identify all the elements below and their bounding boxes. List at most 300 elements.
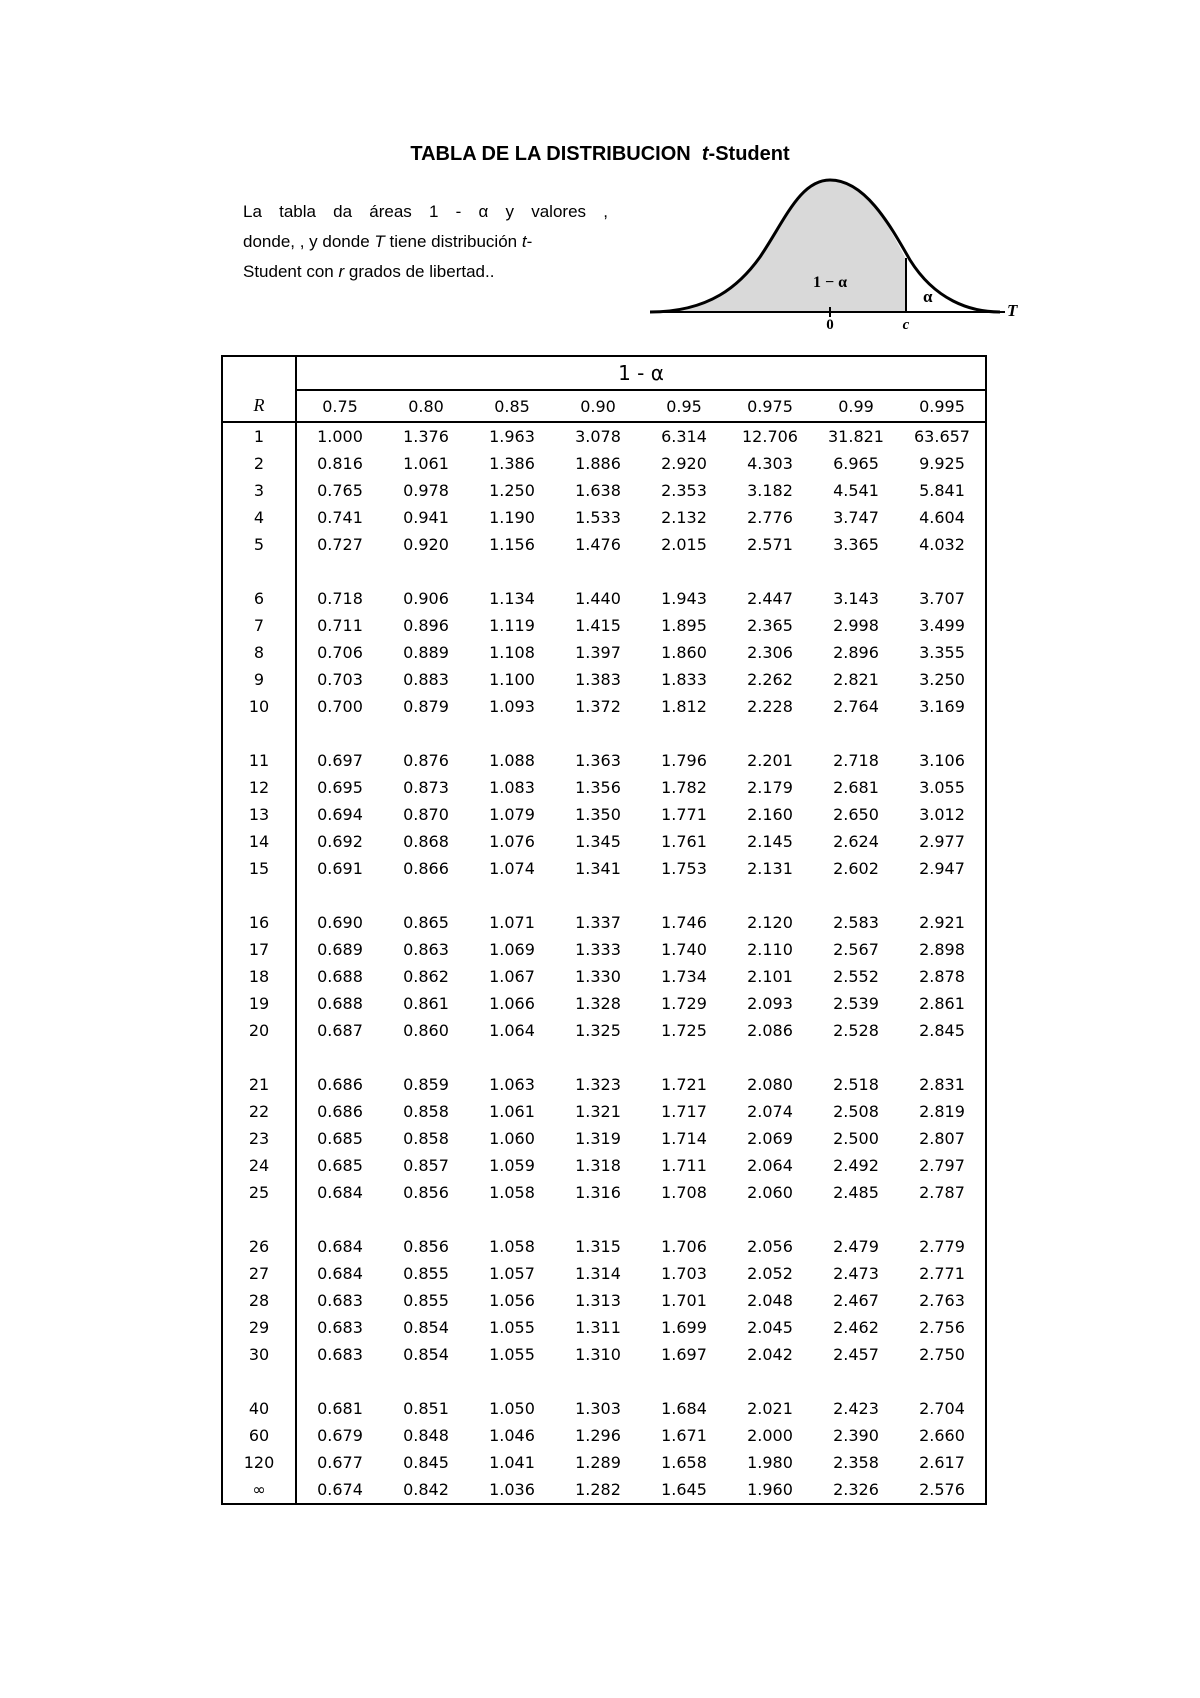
value-cell: 1.734 (661, 967, 707, 986)
table-row (222, 801, 986, 828)
value-cell: 2.492 (833, 1156, 879, 1175)
value-cell: 1.000 (317, 427, 363, 446)
value-cell: 1.071 (489, 913, 535, 932)
value-cell: 0.906 (403, 589, 449, 608)
value-cell: 2.518 (833, 1075, 879, 1094)
value-cell: 1.337 (575, 913, 621, 932)
value-cell: 0.684 (317, 1237, 363, 1256)
value-cell: 1.833 (661, 670, 707, 689)
value-cell: 2.201 (747, 751, 793, 770)
column-header: 0.85 (469, 390, 555, 422)
column-header: 0.99 (813, 390, 899, 422)
value-cell: 1.056 (489, 1291, 535, 1310)
value-cell: 1.717 (661, 1102, 707, 1121)
value-cell: 1.296 (575, 1426, 621, 1445)
table-row (222, 1125, 986, 1152)
table-row (222, 855, 986, 882)
value-cell: 1.066 (489, 994, 535, 1013)
t-student-table (221, 355, 987, 1505)
value-cell: 1.108 (489, 643, 535, 662)
value-cell: 1.315 (575, 1237, 621, 1256)
value-cell: 0.686 (317, 1075, 363, 1094)
value-cell: 1.323 (575, 1075, 621, 1094)
value-cell: 1.721 (661, 1075, 707, 1094)
value-cell: 2.110 (747, 940, 793, 959)
value-cell: 0.688 (317, 967, 363, 986)
value-cell: 0.854 (403, 1345, 449, 1364)
value-cell: 0.765 (317, 481, 363, 500)
value-cell: 1.671 (661, 1426, 707, 1445)
value-cell: 2.681 (833, 778, 879, 797)
intro-word: áreas (369, 202, 412, 221)
value-cell: 2.145 (747, 832, 793, 851)
intro-word: α (478, 202, 489, 221)
value-cell: 2.977 (899, 828, 986, 855)
degrees-of-freedom-cell: 8 (222, 639, 296, 666)
value-cell: 1.119 (489, 616, 535, 635)
value-cell: 0.858 (403, 1129, 449, 1148)
value-cell: 2.447 (747, 589, 793, 608)
degrees-of-freedom-cell: 21 (222, 1044, 296, 1098)
degrees-of-freedom-cell: 12 (222, 774, 296, 801)
corner-cell (222, 356, 296, 390)
value-cell: 3.055 (899, 774, 986, 801)
value-cell: 0.856 (403, 1237, 449, 1256)
value-cell: 0.873 (403, 778, 449, 797)
value-cell: 2.750 (899, 1341, 986, 1368)
value-cell: 1.314 (575, 1264, 621, 1283)
value-cell: 2.508 (833, 1102, 879, 1121)
intro-line-3: Student con r grados de libertad.. (243, 262, 495, 281)
value-cell: 1.330 (575, 967, 621, 986)
intro-word: , (603, 202, 608, 221)
value-cell: 3.250 (899, 666, 986, 693)
value-cell: 31.821 (828, 427, 884, 446)
value-cell: 2.353 (661, 481, 707, 500)
table-row (222, 963, 986, 990)
table-row (222, 936, 986, 963)
value-cell: 1.699 (661, 1318, 707, 1337)
value-cell: 0.896 (403, 616, 449, 635)
value-cell: 0.863 (403, 940, 449, 959)
value-cell: 1.328 (575, 994, 621, 1013)
value-cell: 1.250 (489, 481, 535, 500)
value-cell: 1.753 (661, 859, 707, 878)
value-cell: 0.688 (317, 994, 363, 1013)
value-cell: 2.718 (833, 751, 879, 770)
table-row (222, 1017, 986, 1044)
intro-word: tabla (279, 202, 316, 221)
value-cell: 0.741 (317, 508, 363, 527)
value-cell: 0.711 (317, 616, 363, 635)
value-cell: 1.061 (403, 454, 449, 473)
table-row (222, 1287, 986, 1314)
table-row (222, 1341, 986, 1368)
value-cell: 2.074 (747, 1102, 793, 1121)
table-row (222, 1422, 986, 1449)
value-cell: 2.015 (661, 535, 707, 554)
value-cell: 2.921 (899, 882, 986, 936)
value-cell: 0.865 (403, 913, 449, 932)
value-cell: 0.677 (317, 1453, 363, 1472)
degrees-of-freedom-cell: 28 (222, 1287, 296, 1314)
degrees-of-freedom-cell: 4 (222, 504, 296, 531)
value-cell: 1.055 (489, 1318, 535, 1337)
value-cell: 1.345 (575, 832, 621, 851)
table-row (222, 639, 986, 666)
degrees-of-freedom-cell: 23 (222, 1125, 296, 1152)
value-cell: 1.313 (575, 1291, 621, 1310)
value-cell: 1.895 (661, 616, 707, 635)
value-cell: 6.314 (661, 427, 707, 446)
value-cell: 2.998 (833, 616, 879, 635)
value-cell: 1.076 (489, 832, 535, 851)
value-cell: 2.878 (899, 963, 986, 990)
table-row (222, 1098, 986, 1125)
value-cell: 1.684 (661, 1399, 707, 1418)
value-cell: 1.083 (489, 778, 535, 797)
table-row (222, 477, 986, 504)
value-cell: 1.079 (489, 805, 535, 824)
value-cell: 0.854 (403, 1318, 449, 1337)
value-cell: 2.583 (833, 913, 879, 932)
value-cell: 1.701 (661, 1291, 707, 1310)
value-cell: 0.876 (403, 751, 449, 770)
value-cell: 1.886 (575, 454, 621, 473)
degrees-of-freedom-cell: 15 (222, 855, 296, 882)
value-cell: 1.711 (661, 1156, 707, 1175)
degrees-of-freedom-cell: 19 (222, 990, 296, 1017)
value-cell: 2.042 (747, 1345, 793, 1364)
value-cell: 2.896 (833, 643, 879, 662)
value-cell: 1.046 (489, 1426, 535, 1445)
value-cell: 1.782 (661, 778, 707, 797)
value-cell: 0.683 (317, 1318, 363, 1337)
value-cell: 0.687 (317, 1021, 363, 1040)
value-cell: 2.756 (899, 1314, 986, 1341)
degrees-of-freedom-cell: 1 (222, 422, 296, 450)
value-cell: 2.120 (747, 913, 793, 932)
value-cell: 9.925 (899, 450, 986, 477)
value-cell: 2.776 (747, 508, 793, 527)
value-cell: 1.356 (575, 778, 621, 797)
value-cell: 3.499 (899, 612, 986, 639)
table-row (222, 1368, 986, 1422)
value-cell: 1.708 (661, 1183, 707, 1202)
value-cell: 1.318 (575, 1156, 621, 1175)
degrees-of-freedom-cell: 26 (222, 1206, 296, 1260)
value-cell: 1.041 (489, 1453, 535, 1472)
value-cell: 2.845 (899, 1017, 986, 1044)
value-cell: 1.325 (575, 1021, 621, 1040)
value-cell: 2.080 (747, 1075, 793, 1094)
degrees-of-freedom-cell: 3 (222, 477, 296, 504)
table-row (222, 1044, 986, 1098)
value-cell: 0.697 (317, 751, 363, 770)
value-cell: 3.707 (899, 558, 986, 612)
value-cell: 0.690 (317, 913, 363, 932)
value-cell: 2.045 (747, 1318, 793, 1337)
value-cell: 1.645 (641, 1476, 727, 1504)
value-cell: 2.819 (899, 1098, 986, 1125)
value-cell: 1.064 (489, 1021, 535, 1040)
value-cell: 1.376 (403, 427, 449, 446)
value-cell: 2.064 (747, 1156, 793, 1175)
value-cell: 1.311 (575, 1318, 621, 1337)
value-cell: 2.831 (899, 1044, 986, 1098)
value-cell: 1.372 (575, 697, 621, 716)
table-row (222, 612, 986, 639)
value-cell: 1.980 (747, 1453, 793, 1472)
degrees-of-freedom-cell: 16 (222, 882, 296, 936)
value-cell: 2.467 (833, 1291, 879, 1310)
value-cell: 2.358 (833, 1453, 879, 1472)
value-cell: 0.879 (403, 697, 449, 716)
table-row (222, 558, 986, 612)
table-row (222, 990, 986, 1017)
intro-paragraph (243, 197, 608, 287)
value-cell: 2.763 (899, 1287, 986, 1314)
value-cell: 1.960 (727, 1476, 813, 1504)
value-cell: 2.306 (747, 643, 793, 662)
value-cell: 0.868 (403, 832, 449, 851)
value-cell: 3.365 (833, 535, 879, 554)
table-row (222, 774, 986, 801)
value-cell: 0.683 (317, 1345, 363, 1364)
degrees-of-freedom-cell: 2 (222, 450, 296, 477)
value-cell: 0.679 (317, 1426, 363, 1445)
value-cell: 2.920 (661, 454, 707, 473)
value-cell: 1.796 (661, 751, 707, 770)
value-cell: 1.190 (489, 508, 535, 527)
table-row (222, 828, 986, 855)
value-cell: 1.333 (575, 940, 621, 959)
value-cell: 2.821 (833, 670, 879, 689)
degrees-of-freedom-cell: 30 (222, 1341, 296, 1368)
value-cell: 1.638 (575, 481, 621, 500)
intro-line-2: donde, , y donde T tiene distribución t- (243, 232, 533, 251)
value-cell: 1.771 (661, 805, 707, 824)
t-axis-label: T (1007, 301, 1018, 320)
value-cell: 2.390 (833, 1426, 879, 1445)
value-cell: 1.093 (489, 697, 535, 716)
value-cell: 0.685 (317, 1156, 363, 1175)
value-cell: 1.943 (661, 589, 707, 608)
value-cell: 4.541 (833, 481, 879, 500)
value-cell: 2.473 (833, 1264, 879, 1283)
table-row (222, 1206, 986, 1260)
value-cell: 2.650 (833, 805, 879, 824)
table-row (222, 693, 986, 720)
value-cell: 2.552 (833, 967, 879, 986)
value-cell: 2.787 (899, 1179, 986, 1206)
value-cell: 2.365 (747, 616, 793, 635)
intro-word: valores (531, 202, 587, 221)
value-cell: 2.021 (747, 1399, 793, 1418)
value-cell: 0.857 (403, 1156, 449, 1175)
value-cell: 1.100 (489, 670, 535, 689)
value-cell: 0.848 (403, 1426, 449, 1445)
group-header: 1 - α (296, 356, 986, 390)
column-header: 0.80 (383, 390, 469, 422)
value-cell: 2.576 (899, 1476, 986, 1504)
value-cell: 2.797 (899, 1152, 986, 1179)
value-cell: 1.363 (575, 751, 621, 770)
area-label: 1 − α (812, 274, 848, 291)
degrees-of-freedom-cell: 11 (222, 720, 296, 774)
column-header: 0.95 (641, 390, 727, 422)
value-cell: 2.457 (833, 1345, 879, 1364)
value-cell: 2.069 (747, 1129, 793, 1148)
title-italic-t: t (701, 143, 709, 165)
value-cell: 1.963 (489, 427, 535, 446)
value-cell: 1.319 (575, 1129, 621, 1148)
degrees-of-freedom-cell: ∞ (222, 1476, 296, 1504)
value-cell: 2.228 (747, 697, 793, 716)
value-cell: 2.485 (833, 1183, 879, 1202)
column-header: 0.75 (296, 390, 383, 422)
value-cell: 3.169 (899, 693, 986, 720)
value-cell: 0.718 (317, 589, 363, 608)
value-cell: 3.143 (833, 589, 879, 608)
value-cell: 0.860 (403, 1021, 449, 1040)
table-row (222, 1152, 986, 1179)
degrees-of-freedom-cell: 13 (222, 801, 296, 828)
value-cell: 2.602 (833, 859, 879, 878)
value-cell: 1.812 (661, 697, 707, 716)
value-cell: 4.604 (899, 504, 986, 531)
value-cell: 1.415 (575, 616, 621, 635)
degrees-of-freedom-cell: 29 (222, 1314, 296, 1341)
value-cell: 1.386 (489, 454, 535, 473)
value-cell: 1.282 (555, 1476, 641, 1504)
value-cell: 1.350 (575, 805, 621, 824)
value-cell: 0.845 (403, 1453, 449, 1472)
column-header: 0.975 (727, 390, 813, 422)
value-cell: 1.050 (489, 1399, 535, 1418)
degrees-of-freedom-cell: 6 (222, 558, 296, 612)
value-cell: 0.692 (317, 832, 363, 851)
value-cell: 4.303 (747, 454, 793, 473)
degrees-of-freedom-cell: 14 (222, 828, 296, 855)
value-cell: 2.056 (747, 1237, 793, 1256)
value-cell: 0.681 (317, 1399, 363, 1418)
value-cell: 0.856 (403, 1183, 449, 1202)
value-cell: 0.870 (403, 805, 449, 824)
c-label: c (902, 317, 910, 333)
value-cell: 0.706 (317, 643, 363, 662)
table-row (222, 882, 986, 936)
value-cell: 2.048 (747, 1291, 793, 1310)
value-cell: 2.423 (833, 1399, 879, 1418)
table-row (222, 422, 986, 450)
table-row (222, 1260, 986, 1287)
value-cell: 0.883 (403, 670, 449, 689)
value-cell: 2.567 (833, 940, 879, 959)
value-cell: 0.941 (403, 508, 449, 527)
value-cell: 0.689 (317, 940, 363, 959)
degrees-of-freedom-cell: 10 (222, 693, 296, 720)
value-cell: 2.326 (813, 1476, 899, 1504)
degrees-of-freedom-cell: 5 (222, 531, 296, 558)
value-cell: 2.898 (899, 936, 986, 963)
value-cell: 12.706 (742, 427, 798, 446)
degrees-of-freedom-cell: 25 (222, 1179, 296, 1206)
value-cell: 0.700 (317, 697, 363, 716)
value-cell: 2.528 (833, 1021, 879, 1040)
value-cell: 0.703 (317, 670, 363, 689)
value-cell: 2.262 (747, 670, 793, 689)
degrees-of-freedom-cell: 40 (222, 1368, 296, 1422)
value-cell: 3.355 (899, 639, 986, 666)
value-cell: 2.093 (747, 994, 793, 1013)
value-cell: 0.920 (403, 535, 449, 554)
value-cell: 1.658 (661, 1453, 707, 1472)
value-cell: 0.851 (403, 1399, 449, 1418)
value-cell: 2.479 (833, 1237, 879, 1256)
value-cell: 1.310 (575, 1345, 621, 1364)
value-cell: 4.032 (899, 531, 986, 558)
value-cell: 2.807 (899, 1125, 986, 1152)
table-row (222, 666, 986, 693)
value-cell: 1.714 (661, 1129, 707, 1148)
value-cell: 2.000 (747, 1426, 793, 1445)
value-cell: 1.341 (575, 859, 621, 878)
value-cell: 2.132 (661, 508, 707, 527)
value-cell: 1.060 (489, 1129, 535, 1148)
title-suffix: -Student (708, 143, 790, 165)
value-cell: 0.727 (317, 535, 363, 554)
value-cell: 2.462 (833, 1318, 879, 1337)
value-cell: 0.858 (403, 1102, 449, 1121)
table-row (222, 1314, 986, 1341)
value-cell: 2.101 (747, 967, 793, 986)
value-cell: 1.059 (489, 1156, 535, 1175)
table-row (222, 531, 986, 558)
value-cell: 1.383 (575, 670, 621, 689)
value-cell: 0.695 (317, 778, 363, 797)
t-distribution-curve-figure (650, 175, 1030, 335)
value-cell: 1.740 (661, 940, 707, 959)
value-cell: 1.321 (575, 1102, 621, 1121)
value-cell: 1.703 (661, 1264, 707, 1283)
value-cell: 2.624 (833, 832, 879, 851)
value-cell: 1.729 (661, 994, 707, 1013)
value-cell: 2.060 (747, 1183, 793, 1202)
value-cell: 1.397 (575, 643, 621, 662)
value-cell: 0.866 (403, 859, 449, 878)
value-cell: 0.816 (317, 454, 363, 473)
value-cell: 1.063 (489, 1075, 535, 1094)
value-cell: 0.889 (403, 643, 449, 662)
intro-word: La (243, 202, 262, 221)
value-cell: 1.055 (489, 1345, 535, 1364)
value-cell: 1.289 (575, 1453, 621, 1472)
value-cell: 0.684 (317, 1264, 363, 1283)
value-cell: 1.761 (661, 832, 707, 851)
column-header: 0.995 (899, 390, 986, 422)
value-cell: 2.704 (899, 1368, 986, 1422)
intro-word: y (505, 202, 515, 221)
value-cell: 1.134 (489, 589, 535, 608)
value-cell: 2.617 (899, 1449, 986, 1476)
column-header: 0.90 (555, 390, 641, 422)
tail-label: α (923, 287, 933, 306)
degrees-of-freedom-cell: 17 (222, 936, 296, 963)
table-row (222, 504, 986, 531)
value-cell: 2.086 (747, 1021, 793, 1040)
value-cell: 0.674 (296, 1476, 383, 1504)
